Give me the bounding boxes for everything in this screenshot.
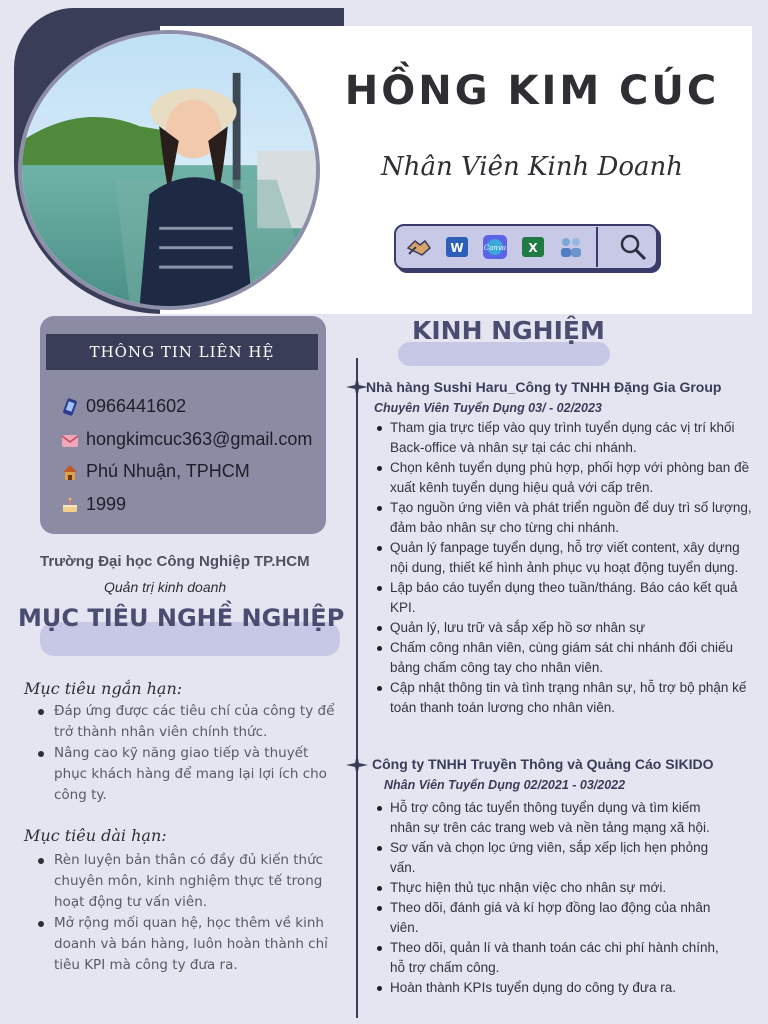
canva-icon bbox=[482, 234, 508, 260]
birth-year-text: 1999 bbox=[86, 494, 127, 514]
cake-icon bbox=[60, 495, 80, 515]
company-name-1: Nhà hàng Sushi Haru_Công ty TNHH Đặng Gia Group bbox=[366, 379, 722, 395]
position-2: Nhân Viên Tuyển Dụng 02/2021 - 03/2022 bbox=[384, 778, 626, 792]
address-text: Phú Nhuận, TPHCM bbox=[86, 461, 250, 481]
svg-text:X: X bbox=[528, 241, 538, 255]
contact-email bbox=[60, 429, 312, 450]
objective-heading: MỤC TIÊU NGHỀ NGHIỆP bbox=[18, 604, 345, 632]
list-item: Quản lý, lưu trữ và sắp xếp hồ sơ nhân sự bbox=[374, 618, 760, 638]
toolbar-divider bbox=[596, 227, 598, 267]
contact-phone bbox=[60, 396, 186, 417]
long-term-list bbox=[34, 850, 344, 976]
list-item: Nâng cao kỹ năng giao tiếp và thuyết phục khách hàng để mang lại lợi ích cho công ty. bbox=[34, 743, 344, 806]
list-item: Mở rộng mối quan hệ, học thêm về kinh doanh và bán hàng, luôn hoàn thành chỉ tiêu KPI mà công ty đưa ra. bbox=[34, 913, 344, 976]
long-term-label: Mục tiêu dài hạn: bbox=[24, 826, 167, 845]
list-item: Lập báo cáo tuyển dụng theo tuần/tháng. Báo cáo kết quả KPI. bbox=[374, 578, 760, 618]
experience-heading: KINH NGHIỆM bbox=[412, 316, 605, 345]
mail-icon bbox=[60, 430, 80, 450]
list-item: Hoàn thành KPIs tuyển dụng do công ty đưa ra. bbox=[374, 978, 734, 998]
short-term-label: Mục tiêu ngắn hạn: bbox=[24, 679, 183, 698]
list-item: Hỗ trợ công tác tuyển thông tuyển dụng và tìm kiếm nhân sự trên các trang web và nền tảng mạng xã hội. bbox=[374, 798, 734, 838]
list-item: Rèn luyện bản thân có đầy đủ kiến thức chuyên môn, kinh nghiệm thực tế trong hoạt động tư vấn viên. bbox=[34, 850, 344, 913]
list-item: Cập nhật thông tin và tình trạng nhân sự, hỗ trợ bộ phận kế toán thanh toán lương cho nhân viên. bbox=[374, 678, 760, 718]
timeline-marker-1 bbox=[346, 376, 368, 398]
contact-title: THÔNG TIN LIÊN HỆ bbox=[46, 334, 318, 370]
people-icon bbox=[558, 234, 584, 260]
company-name-2: Công ty TNHH Truyền Thông và Quảng Cáo SIKIDO bbox=[372, 756, 714, 772]
list-item: Chấm công nhân viên, cùng giám sát chi nhánh đối chiếu bảng chấm công tay cho nhân viên. bbox=[374, 638, 760, 678]
timeline-marker-2 bbox=[346, 754, 368, 776]
experience-heading-pill bbox=[398, 342, 610, 366]
word-icon bbox=[444, 234, 470, 260]
job-1-duties bbox=[374, 418, 760, 718]
list-item: Đáp ứng được các tiêu chí của công ty để trở thành nhân viên chính thức. bbox=[34, 701, 344, 743]
list-item: Quản lý fanpage tuyển dụng, hỗ trợ viết content, xây dựng nội dung, thiết kế hình ảnh phục vụ hoạt động tuyển dụng. bbox=[374, 538, 760, 578]
svg-text:Canva: Canva bbox=[483, 244, 507, 252]
contact-birth-year bbox=[60, 494, 126, 515]
profile-photo bbox=[18, 30, 320, 310]
job-2-duties bbox=[374, 798, 734, 998]
major-name: Quản trị kinh doanh bbox=[104, 579, 227, 595]
position-1: Chuyên Viên Tuyển Dụng 03/ - 02/2023 bbox=[374, 401, 602, 415]
phone-text: 0966441602 bbox=[86, 396, 187, 416]
skills-toolbar bbox=[394, 224, 658, 270]
contact-address bbox=[60, 461, 250, 482]
list-item: Tạo nguồn ứng viên và phát triển nguồn để duy trì số lượng, đảm bảo nhân sự cho từng chi nhánh. bbox=[374, 498, 760, 538]
handshake-icon bbox=[406, 234, 432, 260]
excel-icon bbox=[520, 234, 546, 260]
phone-icon bbox=[60, 397, 80, 417]
email-text: hongkimcuc363@gmail.com bbox=[86, 429, 313, 449]
list-item: Chọn kênh tuyển dụng phù hợp, phối hợp với phòng ban đề xuất kênh tuyển dụng hiệu quả với cấp trên. bbox=[374, 458, 760, 498]
short-term-list bbox=[34, 701, 344, 806]
list-item: Thực hiện thủ tục nhận việc cho nhân sự mới. bbox=[374, 878, 734, 898]
home-icon bbox=[60, 462, 80, 482]
list-item: Sơ vấn và chọn lọc ứng viên, sắp xếp lịch hẹn phỏng vấn. bbox=[374, 838, 734, 878]
search-icon bbox=[610, 226, 656, 268]
timeline-line bbox=[356, 358, 358, 1018]
candidate-name: HỒNG KIM CÚC bbox=[344, 68, 720, 114]
school-name: Trường Đại học Công Nghiệp TP.HCM bbox=[40, 553, 310, 570]
svg-text:W: W bbox=[450, 241, 464, 255]
list-item: Tham gia trực tiếp vào quy trình tuyển dụng các vị trí khối Back-office và nhân sự tại các chi nhánh. bbox=[374, 418, 760, 458]
list-item: Theo dõi, đánh giá và kí hợp đồng lao động của nhân viên. bbox=[374, 898, 734, 938]
job-title: Nhân Viên Kinh Doanh bbox=[380, 152, 684, 182]
list-item: Theo dõi, quản lí và thanh toán các chi phí hành chính, hỗ trợ chấm công. bbox=[374, 938, 734, 978]
